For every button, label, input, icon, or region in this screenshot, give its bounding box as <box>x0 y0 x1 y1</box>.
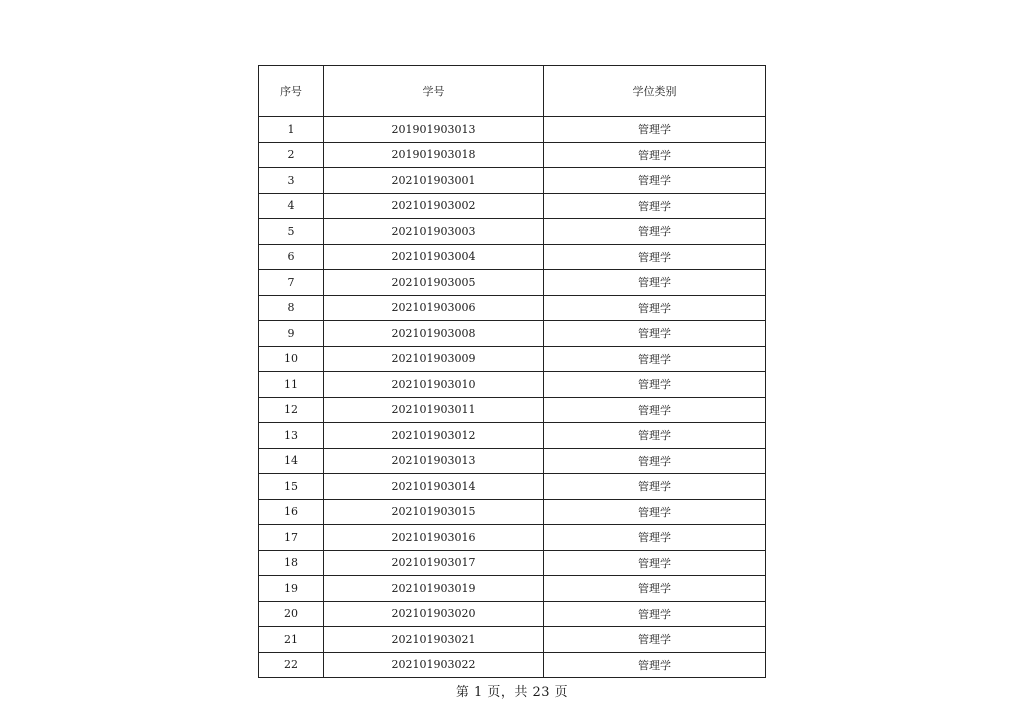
cell-student-id: 202101903011 <box>324 397 544 423</box>
table-row <box>259 550 766 576</box>
cell-seq: 10 <box>259 346 324 372</box>
cell-student-id: 202101903005 <box>324 270 544 296</box>
cell-seq: 13 <box>259 423 324 449</box>
cell-seq: 22 <box>259 652 324 678</box>
cell-seq: 19 <box>259 576 324 602</box>
cell-degree-type: 管理学 <box>544 652 766 678</box>
cell-student-id: 201901903013 <box>324 117 544 143</box>
cell-seq: 11 <box>259 372 324 398</box>
header-seq: 序号 <box>259 66 324 117</box>
table-row <box>259 295 766 321</box>
cell-seq: 5 <box>259 219 324 245</box>
cell-student-id: 202101903006 <box>324 295 544 321</box>
cell-degree-type: 管理学 <box>544 372 766 398</box>
cell-seq: 8 <box>259 295 324 321</box>
cell-student-id: 202101903012 <box>324 423 544 449</box>
cell-degree-type: 管理学 <box>544 474 766 500</box>
cell-student-id: 202101903002 <box>324 193 544 219</box>
student-degree-table <box>258 65 766 678</box>
table-row <box>259 346 766 372</box>
table-row <box>259 244 766 270</box>
cell-student-id: 202101903015 <box>324 499 544 525</box>
cell-seq: 14 <box>259 448 324 474</box>
table-row <box>259 448 766 474</box>
page-number-footer: 第 1 页，共 23 页 <box>455 685 569 700</box>
cell-seq: 21 <box>259 627 324 653</box>
cell-student-id: 202101903016 <box>324 525 544 551</box>
cell-student-id: 202101903003 <box>324 219 544 245</box>
cell-degree-type: 管理学 <box>544 576 766 602</box>
cell-seq: 7 <box>259 270 324 296</box>
cell-seq: 20 <box>259 601 324 627</box>
cell-degree-type: 管理学 <box>544 295 766 321</box>
cell-degree-type: 管理学 <box>544 499 766 525</box>
table-row <box>259 499 766 525</box>
cell-student-id: 202101903009 <box>324 346 544 372</box>
cell-student-id: 202101903020 <box>324 601 544 627</box>
header-student-id: 学号 <box>324 66 544 117</box>
cell-seq: 15 <box>259 474 324 500</box>
cell-student-id: 202101903014 <box>324 474 544 500</box>
cell-degree-type: 管理学 <box>544 219 766 245</box>
cell-degree-type: 管理学 <box>544 346 766 372</box>
table-row <box>259 627 766 653</box>
cell-seq: 2 <box>259 142 324 168</box>
table-row <box>259 601 766 627</box>
table-row <box>259 372 766 398</box>
cell-degree-type: 管理学 <box>544 550 766 576</box>
table-header <box>259 66 766 117</box>
header-row <box>259 66 766 117</box>
cell-degree-type: 管理学 <box>544 244 766 270</box>
cell-degree-type: 管理学 <box>544 397 766 423</box>
cell-student-id: 202101903022 <box>324 652 544 678</box>
cell-degree-type: 管理学 <box>544 168 766 194</box>
table-row <box>259 193 766 219</box>
cell-degree-type: 管理学 <box>544 448 766 474</box>
cell-seq: 17 <box>259 525 324 551</box>
cell-degree-type: 管理学 <box>544 321 766 347</box>
table-row <box>259 652 766 678</box>
table-row <box>259 423 766 449</box>
cell-seq: 18 <box>259 550 324 576</box>
cell-degree-type: 管理学 <box>544 601 766 627</box>
cell-student-id: 202101903019 <box>324 576 544 602</box>
cell-degree-type: 管理学 <box>544 117 766 143</box>
cell-degree-type: 管理学 <box>544 423 766 449</box>
table-row <box>259 474 766 500</box>
table-row <box>259 576 766 602</box>
cell-student-id: 202101903021 <box>324 627 544 653</box>
cell-student-id: 202101903004 <box>324 244 544 270</box>
cell-student-id: 202101903013 <box>324 448 544 474</box>
table-row <box>259 321 766 347</box>
cell-student-id: 202101903001 <box>324 168 544 194</box>
cell-seq: 6 <box>259 244 324 270</box>
header-degree-type: 学位类别 <box>544 66 766 117</box>
cell-seq: 3 <box>259 168 324 194</box>
table-row <box>259 219 766 245</box>
table-row <box>259 270 766 296</box>
table-row <box>259 397 766 423</box>
cell-degree-type: 管理学 <box>544 193 766 219</box>
cell-seq: 1 <box>259 117 324 143</box>
cell-student-id: 202101903017 <box>324 550 544 576</box>
cell-degree-type: 管理学 <box>544 627 766 653</box>
cell-degree-type: 管理学 <box>544 270 766 296</box>
cell-seq: 9 <box>259 321 324 347</box>
cell-degree-type: 管理学 <box>544 525 766 551</box>
cell-seq: 12 <box>259 397 324 423</box>
cell-student-id: 202101903008 <box>324 321 544 347</box>
cell-seq: 16 <box>259 499 324 525</box>
table-row <box>259 525 766 551</box>
cell-student-id: 202101903010 <box>324 372 544 398</box>
cell-student-id: 201901903018 <box>324 142 544 168</box>
table-row <box>259 117 766 143</box>
cell-seq: 4 <box>259 193 324 219</box>
table-row <box>259 142 766 168</box>
table-row <box>259 168 766 194</box>
table-body <box>259 117 766 678</box>
cell-degree-type: 管理学 <box>544 142 766 168</box>
